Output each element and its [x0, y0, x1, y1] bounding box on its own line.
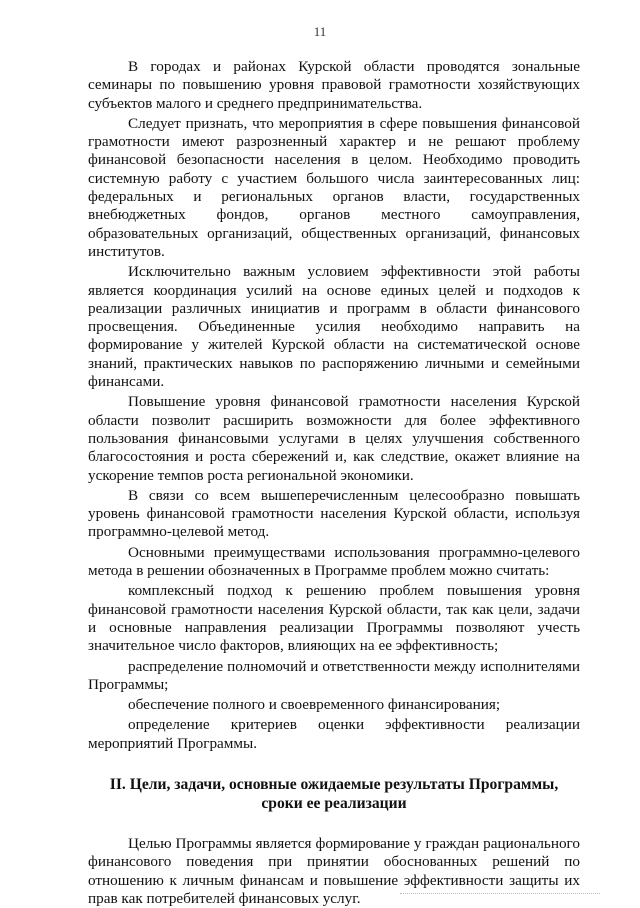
paragraph-advantages: Основными преимуществами использования программно-целевого метода в решении обозначенных в Программе проблем можно считать:: [88, 543, 580, 580]
list-item-criteria: определение критериев оценки эффективности реализации мероприятий Программы.: [88, 716, 580, 752]
scan-edge-mark: [400, 893, 600, 895]
list-item-financing: обеспечение полного и своевременного финансирования;: [128, 696, 501, 714]
section-heading-line1: II. Цели, задачи, основные ожидаемые результаты Программы,: [109, 775, 559, 793]
paragraph-literacy-increase: Повышение уровня финансовой грамотности населения Курской области позволит расширить возможности для более эффективного пользования финансовыми услугами в целях улучшения собственного благосостояния и роста сбережений и, как следствие, окажет влияние на ускорение темпов роста региональной экономики.: [88, 393, 580, 484]
paragraph-program-method: В связи со всем вышеперечисленным целесообразно повышать уровень финансовой грамотности населения Курской области, используя программно-целевой метод.: [88, 486, 580, 541]
list-item-distribution: распределение полномочий и ответственности между исполнителями Программы;: [88, 657, 580, 693]
paragraph-program-goal: Целью Программы является формирование у граждан рационального финансового поведения при принятии обоснованных решений по отношению к личным финансам и повышение эффективности защиты их прав как потребителей финансовых услуг.: [88, 834, 580, 907]
paragraph-coordination: Исключительно важным условием эффективности этой работы является координация усилий на основе единых целей и подходов к реализации различных инициатив и программ в области финансового просвещения. Объединенные усилия необходимо направить на формирование у жителей Курской области на систематической основе знаний, практических навыков по распоряжению личными и семейными финансами.: [88, 263, 580, 391]
document-body: [88, 58, 580, 908]
page-number: 11: [313, 24, 327, 39]
list-item-complex-approach: комплексный подход к решению проблем повышения уровня финансовой грамотности населения Курской области, так как цели, задачи и основные направления реализации Программы позволяют учесть значительное число факторов, влияющих на ее эффективность;: [88, 582, 580, 655]
section-heading-line2: сроки ее реализации: [261, 794, 407, 812]
paragraph-fragmented-measures: Следует признать, что мероприятия в сфере повышения финансовой грамотности имеют разрозненный характер и не решают проблему финансовой безопасности населения в целом. Необходимо проводить системную работу с участием большого числа заинтересованных лиц: федеральных и региональных органов власти, государственных внебюджетных фондов, органов местного самоуправления, образовательных организаций, общественных организаций, финансовых институтов.: [88, 114, 580, 260]
paragraph-seminars: В городах и районах Курской области проводятся зональные семинары по повышению уровня правовой грамотности хозяйствующих субъектов малого и среднего предпринимательства.: [88, 58, 580, 112]
section-heading: [88, 775, 580, 813]
